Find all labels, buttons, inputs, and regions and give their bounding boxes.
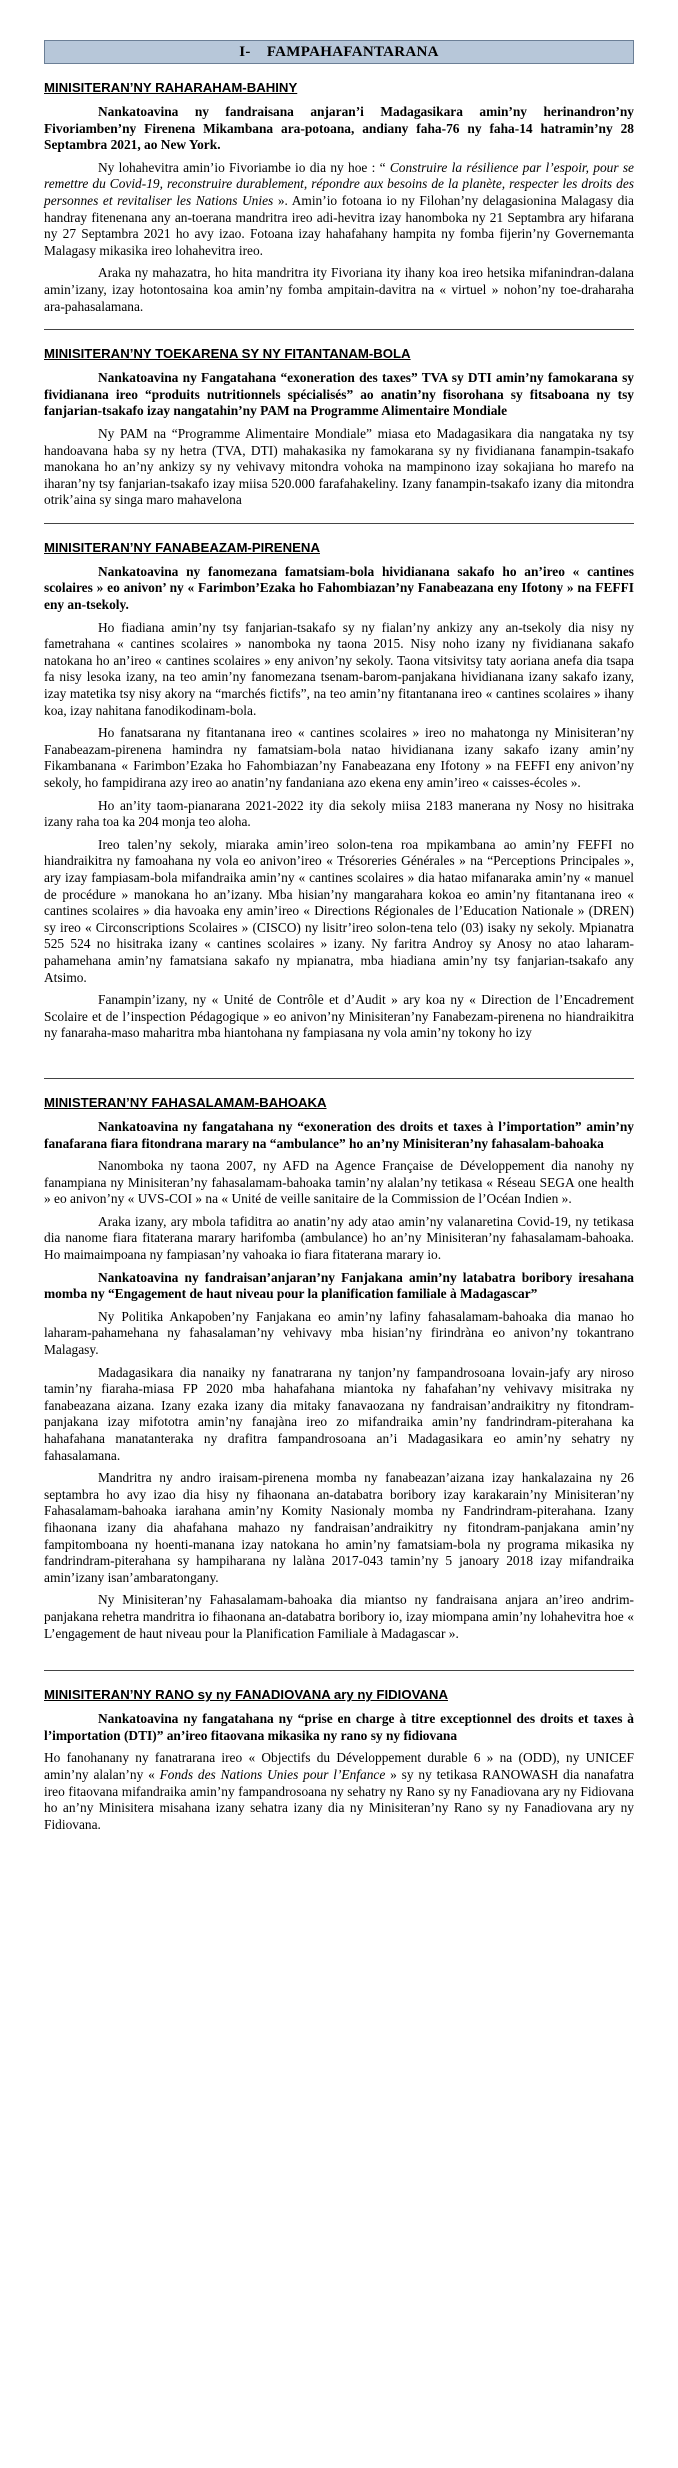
- paragraph: Ny Minisiteran’ny Fahasalamam-bahoaka dia miantso ny fandraisana anjara an’ireo andrim-panjakana rehetra mandritra io fihaonana an-databatra boribory io, izay miompana amin’ny lohahevitra hoe « L’engagement de haut niveau pour la Planification Familiale à Madagascar ».: [44, 1592, 634, 1641]
- decision-lead: Nankatoavina ny fangatahana ny “exoneration des droits et taxes à l’importation” amin’ny fanafarana fiara fitondrana marary na “ambulance” ho an’ny Minisiteran’ny fahasalam-bahoaka: [44, 1118, 634, 1151]
- ministry-heading-fanabeazam-pirenena: MINISITERAN’NY FANABEAZAM-PIRENENA: [44, 539, 320, 555]
- paragraph: Ny PAM na “Programme Alimentaire Mondiale” miasa eto Madagasikara dia nangataka ny tsy handoavana haba sy ny hetra (TVA, DTI) mahakasika ny famokarana sy ny fividianana fanampin-tsakafo manokana ho an’ny ankizy sy ny vehivavy mitondra vohoka na mampinono izay sokajiana ho marefo na iharan’ny tsy fanjarian-tsakafo izay miisa 520.000 farafahakeliny. Izany fanampin-tsakafo izany dia mitondra otrik’aina sy singa maro mahavelona: [44, 425, 634, 508]
- paragraph: [44, 160, 634, 260]
- section-divider: [44, 523, 634, 524]
- section-divider: [44, 1078, 634, 1079]
- paragraph: Ho fiadiana amin’ny tsy fanjarian-tsakafo sy ny fialan’ny ankizy any an-tsekoly dia nisy ny fametrahana « cantines scolaires » nanomboka ny taona 2015. Nisy noho izany ny fividianana sakafo natokana ho an’ireo « cantines scolaires » eny anivon’ny sekoly. Taona vitsivitsy taty aoriana anefa dia tsapa fa nisy lesoka izany, na teo amin’ny fanomezana tsenam-barom-panjakana hividianana izany sakafo izany, izay matetika tsy nisy akory na “marchés fictifs”, na teo amin’ny fitantanana ireo « cantines scolaires » ihany koa, izay nahitana fanodikodinam-bola.: [44, 619, 634, 718]
- paragraph: Mandritra ny andro iraisam-pirenena momba ny fanabeazan’aizana izay hankalazaina ny 26 septambra ho avy izao dia hisy ny fihaonana an-databatra boribory izay karakarain’ny Minisiteran’ny Fahasalamam-bahoaka iarahana amin’ny Komity Nasionaly momba ny Fandrindram-piterahana. Izany fihaonana izany dia ahafahana mahazo ny fandraisan’andraikitry ny fitondram-panjakana amin’ny fampitomboana ny hoenti-manana izay natokana ho amin’ny famatsiam-bola ny programa mikasika ny fandrindram-piterahana sy hampiharana ny lalàna 2017-043 tamin’ny 5 janoary 2018 izay mifandraika amin’izany isan’ambaratongany.: [44, 1470, 634, 1585]
- paragraph-text: » sy ny tetikasa RANOWASH dia nanafatra ireo fitaovana mifandraika amin’ny fampandrosoana ny sehatry ny Rano sy ny Fanadiovana ary ny Fidiovana ho an’ny Minisitera misahana izany sehatra izany dia ny Minisiteran’ny Rano sy ny Fanadiovana ary ny Fidiovana.: [44, 1766, 634, 1832]
- ministry-heading-toekarena: MINISITERAN’NY TOEKARENA SY NY FITANTANAM-BOLA: [44, 346, 411, 362]
- paragraph: Fanampin’izany, ny « Unité de Contrôle et d’Audit » ary koa ny « Direction de l’Encadrement Scolaire et de l’inspection Pédagogique » eo anivon’ny Minisiteran’ny Fanabezam-pirenena no hiandraikitra ny fanaraha-maso maharitra mba hiantohana ny fampiasana ny vola amin’ny tokony ho izy: [44, 992, 634, 1041]
- quote-italic: Fonds des Nations Unies pour l’Enfance: [159, 1766, 386, 1782]
- paragraph: Ho an’ity taom-pianarana 2021-2022 ity dia sekoly miisa 2183 manerana ny Nosy no hisitraka izany raha toa ka 204 monja teo aloha.: [44, 797, 634, 830]
- decision-lead: Nankatoavina ny Fangatahana “exoneration des taxes” TVA sy DTI amin’ny famokarana sy fividianana ireo “produits nutritionnels spécialisés” ao anatin’ny fisorohana sy fitsaboana ny tsy fanjarian-tsakafo izay nangatahin’ny PAM na Programme Alimentaire Mondiale: [44, 370, 634, 419]
- ministry-heading-raharaham-bahiny: MINISITERAN’NY RAHARAHAM-BAHINY: [44, 80, 298, 95]
- section-divider: [44, 329, 634, 330]
- paragraph: Madagasikara dia nanaiky ny fanatrarana ny tanjon’ny fampandrosoana lovain-jafy ary niroso tamin’ny fiaraha-miasa FP 2020 mba hahafahana miantoka ny fahafahan’ny vehivavy misitraka ny fanabeazana aizana. Izany ezaka izany dia mitaky fanavaozana ny fandraisan’andraikitry ny fitondram-panjakana izay mifototra amin’ny fanajàna ireo zo mifandraika amin’ny fandrindram-piterahana ka hahafahana manatanteraka ny drafitra fampandrosoana an’i Madagasikara eo amin’ny sehatry ny fahasalamana.: [44, 1364, 634, 1463]
- paragraph: Araka ny mahazatra, ho hita mandritra ity Fivoriana ity ihany koa ireo hetsika mifanindran-dalana amin’izany, izay hotontosaina koa amin’ny fomba ampitain-davitra na « virtuel » nohon’ny toe-draharaha ara-pahasalamana.: [44, 265, 634, 314]
- paragraph: Ny Politika Ankapoben’ny Fanjakana eo amin’ny lafiny fahasalamam-bahoaka dia manao ho laharam-pahamehana ny fahasalaman’ny vehivavy mba hisian’ny firindràna eo anivon’ny tokantrano Malagasy.: [44, 1308, 634, 1358]
- decision-lead: Nankatoavina ny fangatahana ny “prise en charge à titre exceptionnel des droits et taxes à l’importation (DTI)” an’ireo fitaovana mikasika ny rano sy ny fidiovana: [44, 1711, 634, 1743]
- paragraph: Ireo talen’ny sekoly, miaraka amin’ireo solon-tena roa mpikambana ao amin’ny FEFFI no hiandraikitra ny famoahana ny vola eo anivon’ireo « Trésoreries Générales » na “Perceptions Principales », ary izay fampiasam-bola mifandraika amin’ny « cantines scolaires » dia hatao mifanaraka amin’ny « manuel de procédure » manokana ho an’izany. Mba hisian’ny mangarahara kokoa eo amin’ny fitantanana ireo « cantines scolaires » dia havoaka eny amin’ireo « Directions Régionales de l’Education Nationale » (DREN) sy ireo « Circonscriptions Scolaires » (CISCO) ny lisitr’ireo solon-tena telo (03) isaky ny sekoly. Mpianatra 525 524 no hisitraka izany « cantines scolaires » izany. Ny faritra Androy sy Anosy no atao laharam-pahamehana amin’ny famatsiana sakafo ny mpianatra, mba hiadiana amin’ny tsy fanjarian-tsakafo any Atsimo.: [44, 836, 634, 985]
- chapter-title: I- FAMPAHAFANTARANA: [44, 40, 634, 64]
- ministry-heading-rano: MINISITERAN’NY RANO sy ny FANADIOVANA ary ny FIDIOVANA: [44, 1687, 448, 1703]
- paragraph-text: ». Amin’io fotoana io ny Filohan’ny delagasionina Malagasy dia handray fitenenana any an-toerana mandritra ireo adi-hevitra izay hanomboka ny 21 Septambra ary hifarana ny 27 Septambra 2021 ho avy izao. Fotoana izay hahafahany hampita ny fomba fijerin’ny Governemanta Malagasy mikasika ireo lohahevitra ireo.: [44, 192, 635, 258]
- quote-italic: Construire la résilience par l’espoir, pour se remettre du Covid-19, reconstruire durablement, répondre aux besoins de la planète, respecter les droits des personnes et revitaliser les Nations Unies: [44, 159, 634, 208]
- paragraph: Araka izany, ary mbola tafiditra ao anatin’ny ady atao amin’ny valanaretina Covid-19, ny tetikasa dia nanome fiara fitaterana marary harifomba (ambulance) ho an’ny Minisiteran’ny fahasalamam-bahoaka. Ho maimaimpoana ny fampiasan’ny vahoaka io fiara fitaterana marary io.: [44, 1213, 634, 1263]
- section-divider: [44, 1670, 634, 1671]
- ministry-heading-fahasalamam-bahoaka: MINISTERAN’NY FAHASALAMAM-BAHOAKA: [44, 1094, 327, 1110]
- paragraph: Ho fanatsarana ny fitantanana ireo « cantines scolaires » ireo no mahatonga ny Minisiteran’ny Fanabeazam-pirenena hamindra ny famatsiam-bola natao hividianana izany sakafo izany amin’ny Fikambanana « Farimbon’Ezaka ho Fahombiazan’ny Fanabeazana eny Ifotony » na FEFFI eny anivon’ny sekoly, ho fampidirana azy ireo ao anatin’ny fandaniana azo ekena eny amin’ireo « caisses-écoles ».: [44, 725, 634, 790]
- paragraph-text: Ho fanohanany ny fanatrarana ireo « Objectifs du Développement durable 6 » na (ODD), ny UNICEF amin’ny alalan’ny «: [44, 1750, 634, 1782]
- decision-lead: Nankatoavina ny fanomezana famatsiam-bola hividianana sakafo ho an’ireo « cantines scolaires » eo anivon’ ny « Farimbon’Ezaka ho Fahombiazan’ny Fanabeazana eny Ifotony » na FEFFI eny an-tsekoly.: [44, 563, 634, 613]
- paragraph: [44, 1750, 634, 1833]
- paragraph-text: Ny lohahevitra amin’io Fivoriambe io dia ny hoe : “: [98, 159, 390, 175]
- decision-lead: Nankatoavina ny fandraisana anjaran’i Madagasikara amin’ny herinandron’ny Fivoriamben’ny Firenena Mikambana ara-potoana, andiany faha-76 ny faha-14 hatramin’ny 28 Septambra 2021, ao New York.: [44, 104, 634, 153]
- decision-lead: Nankatoavina ny fandraisan’anjaran’ny Fanjakana amin’ny latabatra boribory iresahana momba ny “Engagement de haut niveau pour la planification familiale à Madagascar”: [44, 1269, 634, 1302]
- paragraph: Nanomboka ny taona 2007, ny AFD na Agence Française de Développement dia nanohy ny fanampiana ny Minisiteran’ny fahasalamam-bahoaka tamin’ny alalan’ny tetikasa « Réseau SEGA one health » eo anivon’ny « UVS-COI » na « Unité de veille sanitaire de la Commission de l’Océan Indien ».: [44, 1158, 634, 1207]
